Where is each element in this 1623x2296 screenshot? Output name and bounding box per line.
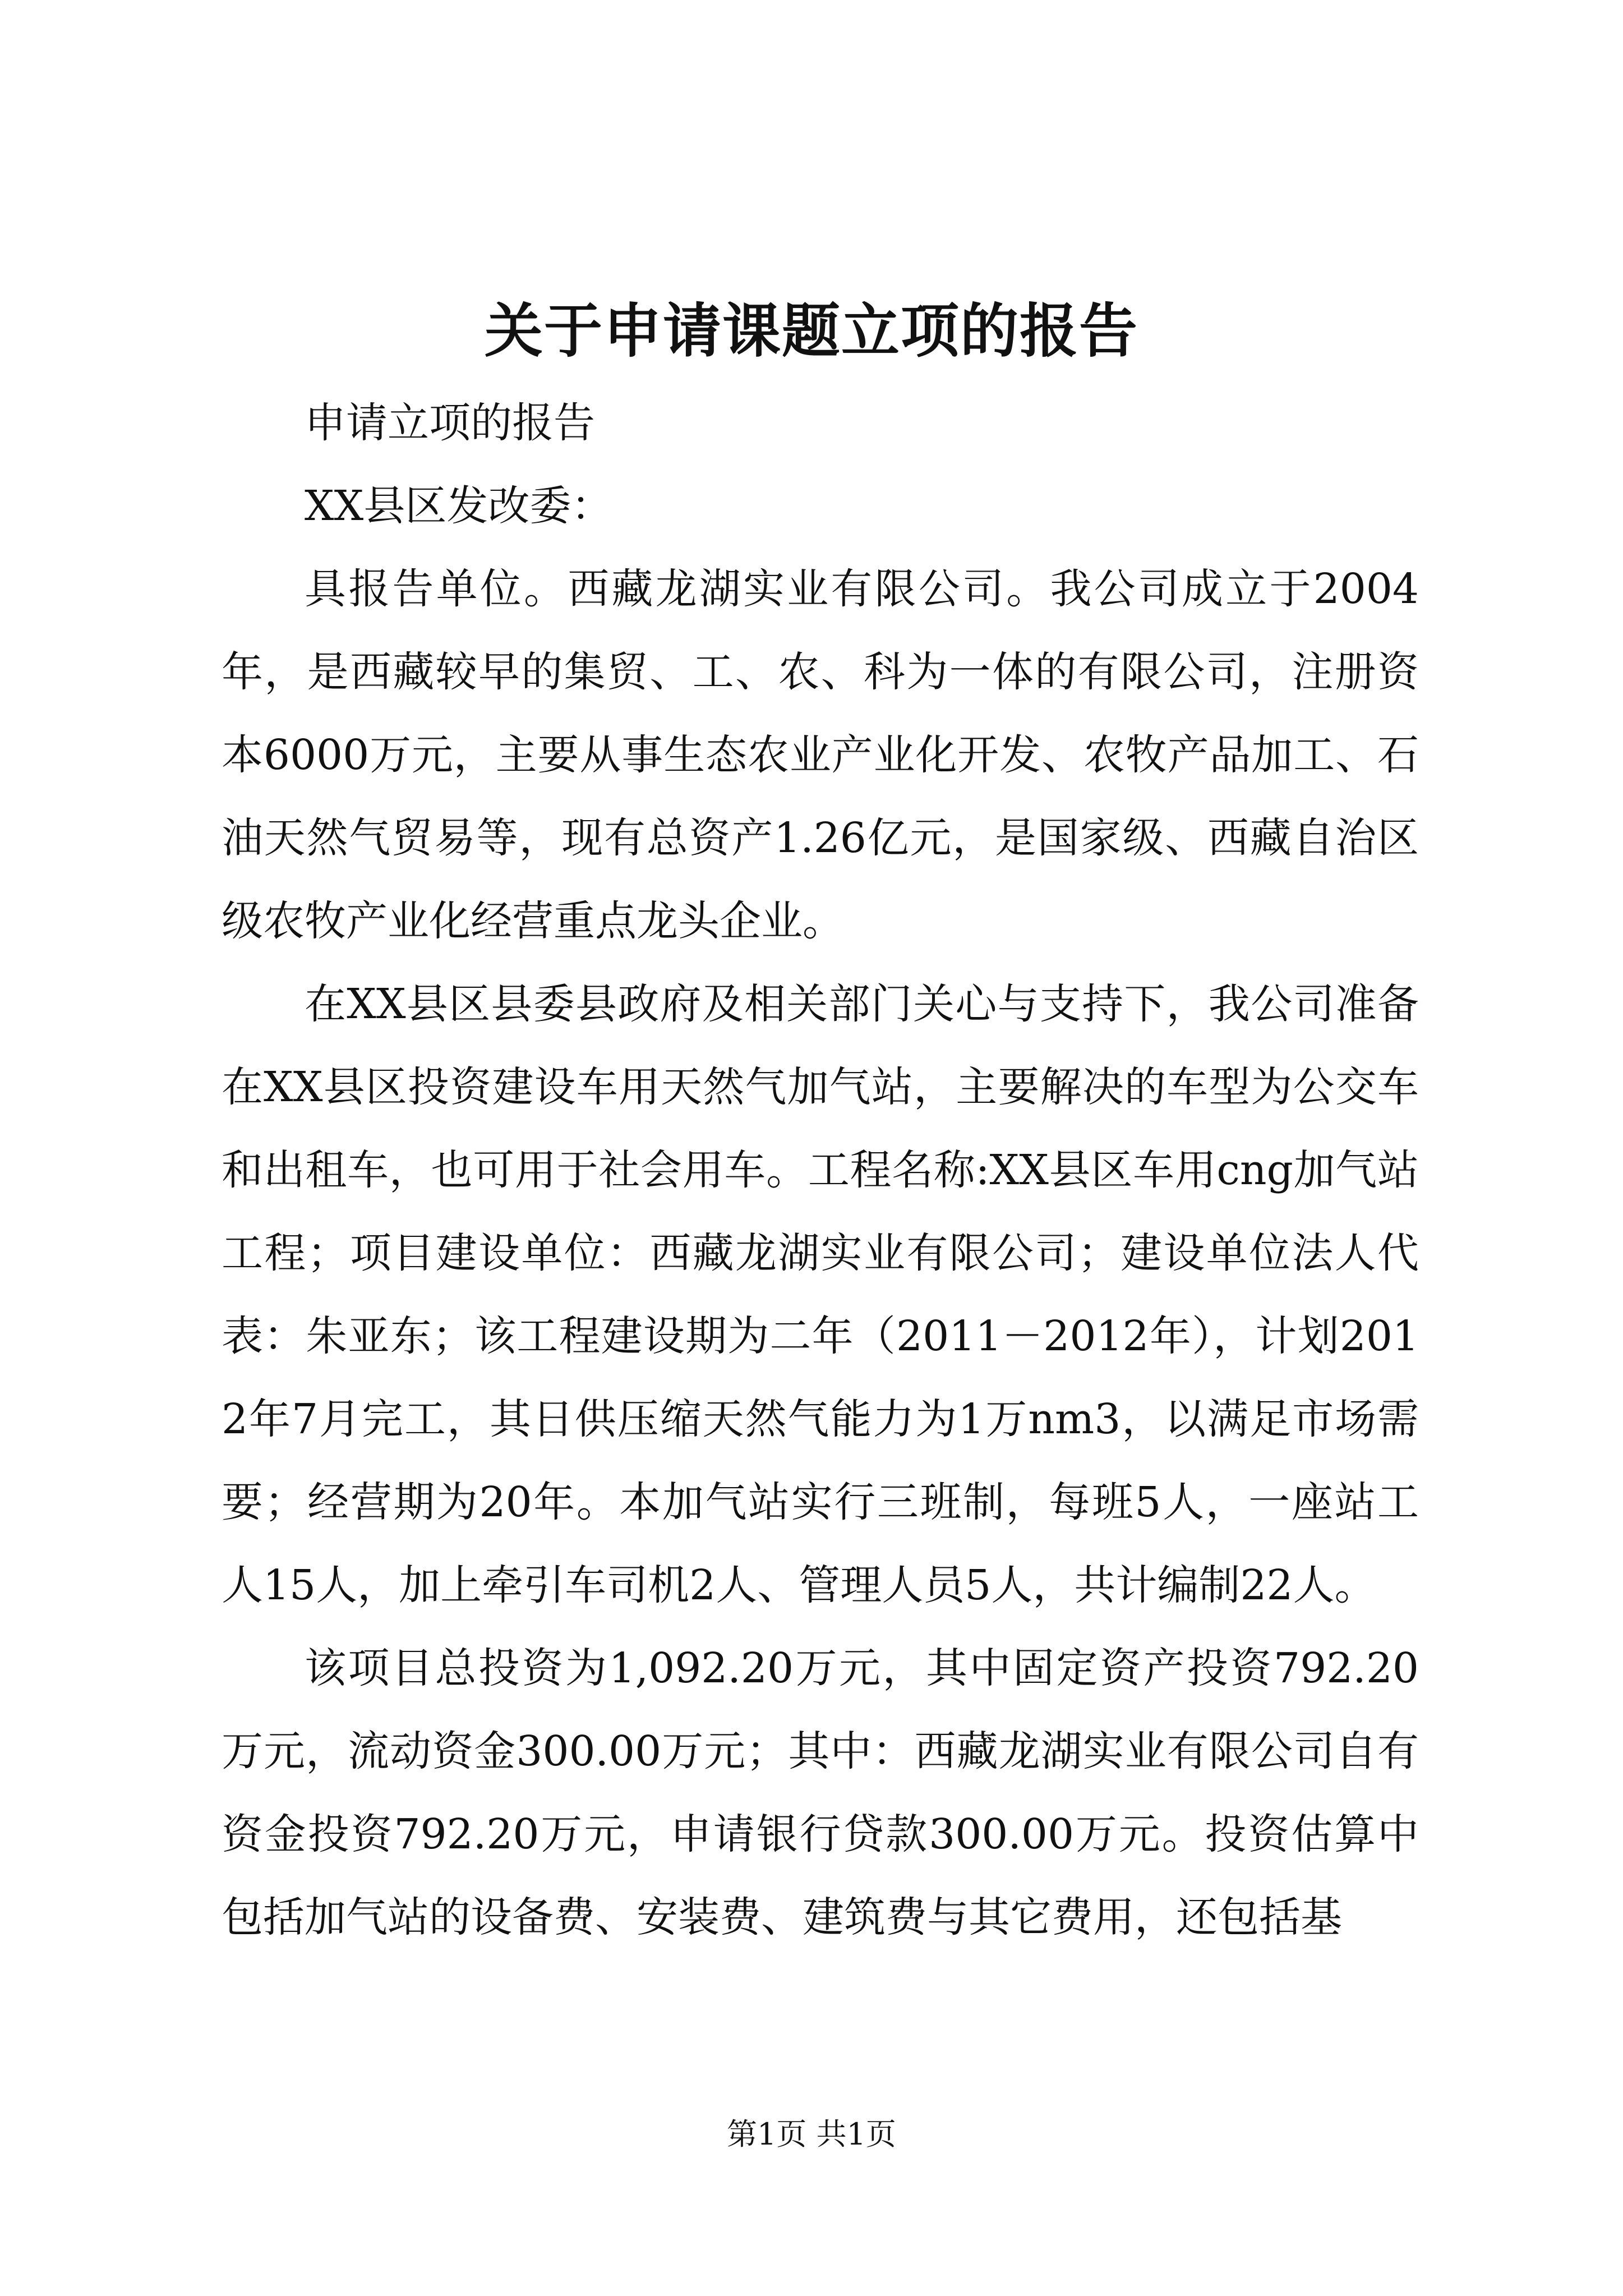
page-footer: 第1页 共1页 [727,2116,896,2152]
paragraph-recipient: XX县区发改委： [305,482,613,530]
paragraph-subtitle: 申请立项的报告 [305,399,595,447]
document-body [222,381,1419,1959]
paragraph-company-intro: 具报告单位。西藏龙湖实业有限公司。我公司成立于2004年，是西藏较早的集贸、工、农、科为一体的有限公司，注册资本6000万元，主要从事生态农业产业化开发、农牧产品加工、石油天然气贸易等，现有总资产1.26亿元，是国家级、西藏自治区级农牧产业化经营重点龙头企业。 [222,565,1419,945]
paragraph-investment: 该项目总投资为1,092.20万元，其中固定资产投资792.20万元，流动资金300.00万元；其中：西藏龙湖实业有限公司自有资金投资792.20万元，申请银行贷款300.00万元。投资估算中包括加气站的设备费、安装费、建筑费与其它费用，还包括基 [222,1644,1419,1941]
document-title: 关于申请课题立项的报告 [484,296,1138,365]
paragraph-project-description: 在XX县区县委县政府及相关部门关心与支持下，我公司准备在XX县区投资建设车用天然气加气站，主要解决的车型为公交车和出租车，也可用于社会用车。工程名称:XX县区车用cng加气站工程；项目建设单位：西藏龙湖实业有限公司；建设单位法人代表：朱亚东；该工程建设期为二年（2011－2012年），计划2012年7月完工，其日供压缩天然气能力为1万nm3，以满足市场需要；经营期为20年。本加气站实行三班制，每班5人，一座站工人15人，加上牵引车司机2人、管理人员5人，共计编制22人。 [222,980,1419,1609]
